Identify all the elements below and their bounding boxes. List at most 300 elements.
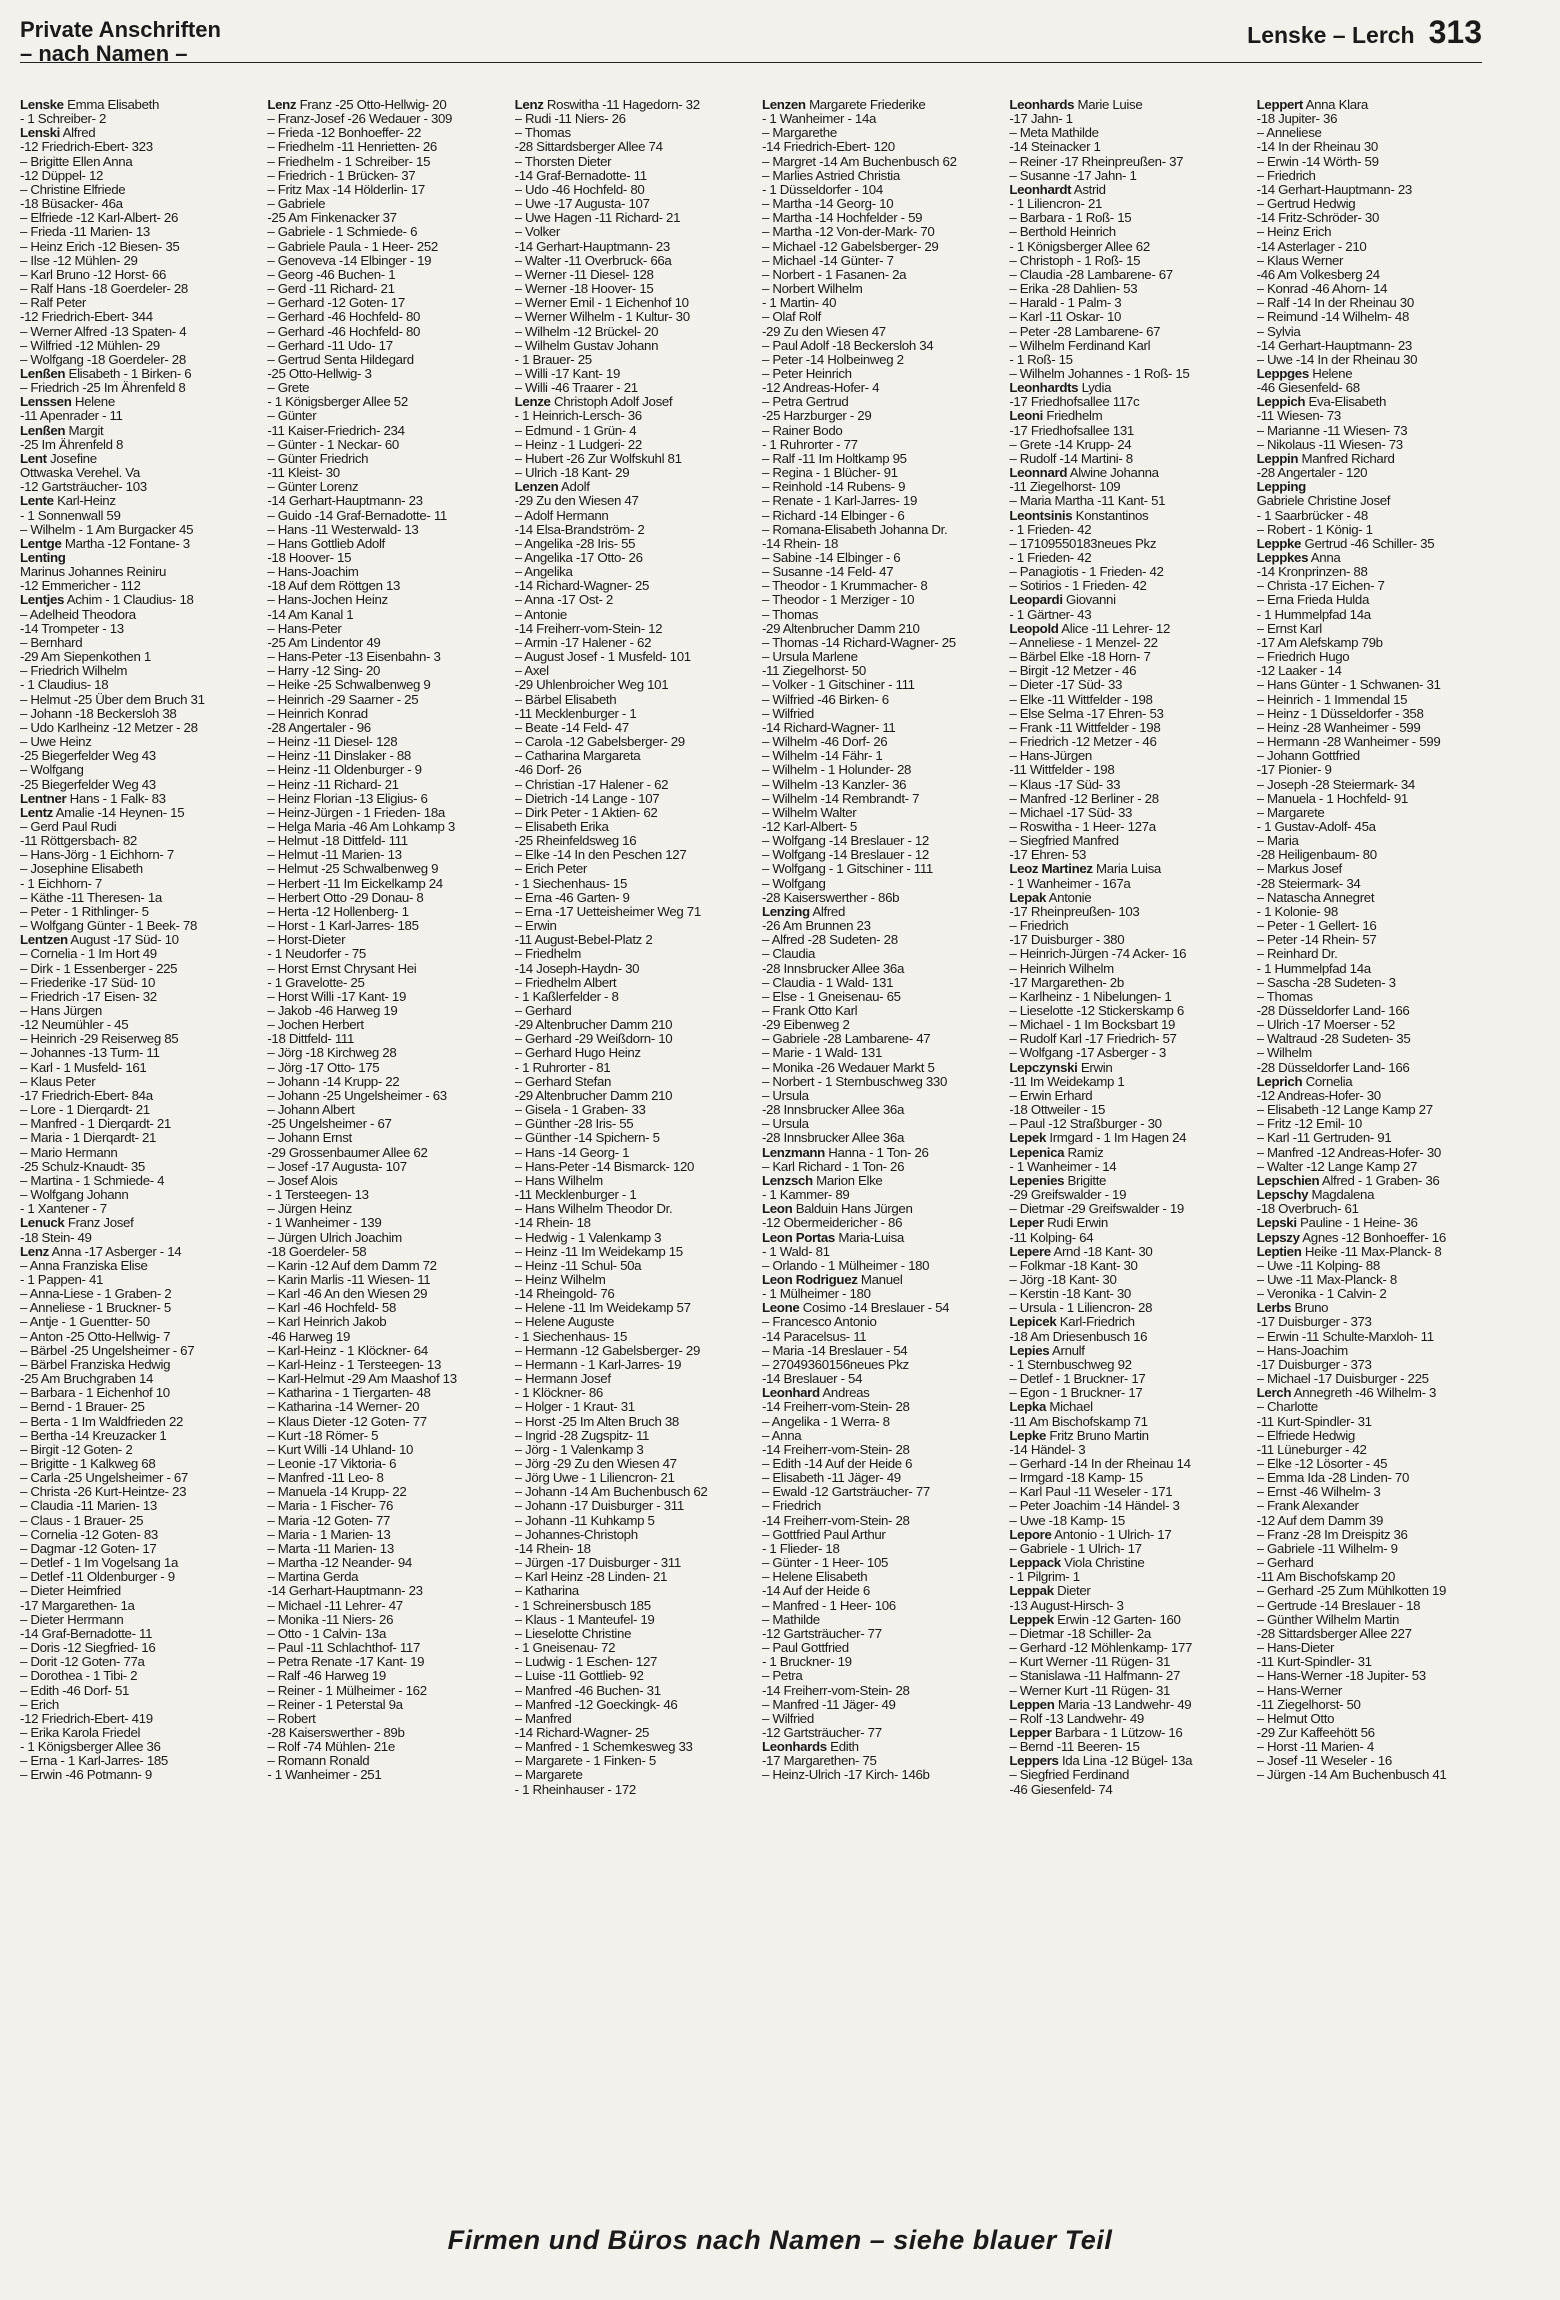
entry-line [20,1542,263,1556]
entry-text: – Carla -25 Ungelsheimer - 67 [20,1471,188,1486]
entry-line [1009,480,1252,494]
entry-text: -18 Hoover- 15 [267,551,352,565]
entry-line [267,537,510,551]
entry-line [267,947,510,961]
directory-columns [20,98,1500,2198]
entry-line [1257,891,1500,905]
entry-text: - 1 Hummelpfad 14a [1256,607,1371,622]
entry-line [762,1528,1005,1542]
entry-line [20,1231,263,1245]
entry-text: – Ursula Marlene [761,650,858,665]
entry-text: -14 Auf der Heide 6 [761,1584,870,1599]
entry-text: – Jörg -18 Kirchweg 28 [267,1046,397,1061]
surname: Lentjes [20,593,65,608]
entry-text: – Bertha -14 Kreuzacker 1 [20,1428,167,1443]
entry-text: – Gerhard Stefan [514,1074,612,1089]
entry-text: - 1 Bruckner- 19 [761,1655,852,1670]
entry-text: – Manfred -11 Leo- 8 [267,1471,384,1486]
entry-text: – Käthe -11 Theresen- 1a [20,890,162,905]
entry-line [267,1613,510,1627]
entry-text: - 1 Hummelpfad 14a [1256,961,1371,976]
entry-text: – Hans Wilhelm [514,1173,603,1188]
surname: Lenßen [20,366,66,381]
entry-line [762,1245,1005,1259]
entry-text: -11 Im Weidekamp 1 [1009,1074,1125,1089]
entry-text: Alice -11 Lehrer- 12 [1061,621,1170,636]
entry-line [20,1103,263,1117]
entry-text: – Edmund - 1 Grün- 4 [514,423,637,438]
surname: Lepszy [1256,1230,1300,1245]
entry-text: – Heinz-Ulrich -17 Kirch- 146b [761,1768,930,1783]
entry-line [762,1188,1005,1202]
entry-line [20,155,263,169]
entry-line [1257,1499,1500,1513]
surname: Leopold [1009,621,1059,636]
entry-text: – Erwin -11 Schulte-Marxloh- 11 [1256,1329,1434,1344]
entry-text: Irmgard - 1 Im Hagen 24 [1049,1131,1187,1146]
entry-line [515,1556,758,1570]
entry-text: – Gerhard -46 Hochfeld- 80 [267,310,421,325]
entry-line [515,593,758,607]
entry-line [762,1485,1005,1499]
entry-line [762,140,1005,154]
surname: Lenßen [20,423,66,438]
entry-line [267,1669,510,1683]
entry-line [762,225,1005,239]
entry-line [515,1231,758,1245]
entry-text: – Karin Marlis -11 Wiesen- 11 [267,1272,431,1287]
entry-text: - 1 Wanheimer - 251 [267,1768,382,1783]
entry-line [267,169,510,183]
entry-text: August -17 Süd- 10 [70,933,179,948]
entry-text: – Jochen Herbert [267,1018,364,1033]
entry-line [20,1004,263,1018]
entry-line [762,622,1005,636]
entry-line [1009,1075,1252,1089]
entry-line [1257,1089,1500,1103]
entry-text: – Karl-Heinz - 1 Klöckner- 64 [267,1343,428,1358]
entry-line [1257,933,1500,947]
entry-text: – Gabriele Paula - 1 Heer- 252 [267,239,438,254]
entry-line [267,1386,510,1400]
entry-line [20,197,263,211]
surname-entry [515,395,758,409]
entry-line [20,1584,263,1598]
entry-text: – Heinrich Wilhelm [1009,961,1114,976]
directory-column [20,98,263,2198]
entry-text: -14 Gerhart-Hauptmann- 23 [514,239,670,254]
entry-text: – Hermann Josef [514,1372,611,1387]
entry-line [1257,1556,1500,1570]
entry-text: Maria Luisa [1096,862,1161,877]
directory-column [762,98,1005,2198]
entry-text: – Helmut -25 Über dem Bruch 31 [20,692,205,707]
entry-text: – Ulrich -17 Moerser - 52 [1256,1018,1395,1033]
surname-entry [20,792,263,806]
entry-line [1009,1160,1252,1174]
entry-text: Balduin Hans Jürgen [795,1202,913,1217]
entry-text: – Wolfgang Johann [20,1188,129,1203]
entry-line [1009,1415,1252,1429]
entry-text: – Friedrich [1256,168,1316,183]
entry-line [267,806,510,820]
entry-text: – Hans Jürgen [20,1004,102,1018]
entry-line [515,1400,758,1414]
surname: Leper [1009,1216,1044,1231]
entry-line [1009,650,1252,664]
surname-entry [515,480,758,494]
entry-line [515,1330,758,1344]
entry-text: Lydia [1081,381,1112,396]
entry-line [1257,254,1500,268]
entry-line [515,707,758,721]
entry-line [1257,1613,1500,1627]
entry-line [1257,1584,1500,1598]
entry-text: -46 Giesenfeld- 74 [1009,1782,1113,1797]
entry-line [515,1499,758,1513]
entry-text: -12 Gartsträucher- 77 [761,1626,882,1641]
entry-text: – Friedrich [761,1499,821,1514]
entry-line [762,211,1005,225]
entry-line [515,438,758,452]
entry-line [20,891,263,905]
entry-line [515,1712,758,1726]
entry-text: – Werner -11 Diesel- 128 [514,267,654,282]
entry-text: – Detlef - 1 Bruckner- 17 [1009,1372,1146,1387]
entry-line [1009,211,1252,225]
entry-line [20,1528,263,1542]
entry-text: – Bärbel -25 Ungelsheimer - 67 [20,1343,195,1358]
surname-entry [762,1202,1005,1216]
surname-entry [1009,891,1252,905]
entry-text: – Frank Otto Karl [761,1004,858,1018]
entry-text: – Guido -14 Graf-Bernadotte- 11 [267,508,447,523]
entry-text: -29 Greifswalder - 19 [1009,1188,1127,1203]
entry-line [20,905,263,919]
entry-line [267,140,510,154]
entry-text: – Georg -46 Buchen- 1 [267,267,396,282]
entry-line [1257,155,1500,169]
entry-line [515,1287,758,1301]
entry-line [267,877,510,891]
entry-text: – Heinrich Konrad [267,706,368,721]
entry-text: - 1 Wanheimer - 14 [1009,1159,1117,1174]
entry-text: -14 Paracelsus- 11 [761,1329,867,1344]
surname-entry [762,1174,1005,1188]
entry-text: – Erwin -46 Potmann- 9 [20,1768,152,1783]
surname-entry [1257,480,1500,494]
entry-line [20,1089,263,1103]
entry-text: - 1 Düsseldorfer - 104 [761,182,883,197]
entry-text: – Klaus Peter [20,1074,96,1089]
entry-text: – Dirk Peter - 1 Aktien- 62 [514,805,658,820]
entry-line [267,211,510,225]
entry-line [515,1004,758,1018]
entry-text: Helene [1312,366,1353,381]
entry-text: – Friederike -17 Süd- 10 [20,975,155,990]
entry-text: – Panagiotis - 1 Frieden- 42 [1009,565,1164,580]
entry-line [762,1627,1005,1641]
surname: Lentzen [20,933,68,948]
entry-text: – Franz -28 Im Dreispitz 36 [1256,1527,1408,1542]
entry-text: – Thomas [761,607,819,622]
entry-text: – Roswitha - 1 Heer- 127a [1009,819,1156,834]
entry-line [1257,778,1500,792]
entry-text: – Anna Franziska Elise [20,1258,148,1273]
entry-line [515,1584,758,1598]
entry-text: - 1 Ruhrorter - 77 [761,437,858,452]
entry-line [1257,1429,1500,1443]
page-header [20,14,1482,66]
entry-text: – Johann -14 Krupp- 22 [267,1074,400,1089]
entry-line [20,1471,263,1485]
entry-line [762,1075,1005,1089]
entry-text: -14 Rhein- 18 [514,1541,591,1556]
entry-text: – Gerhard -46 Hochfeld- 80 [267,324,421,339]
entry-text: - 1 Rheinhauser - 172 [514,1782,636,1797]
entry-line [1257,565,1500,579]
entry-text: -17 Margarethen- 2b [1009,975,1124,990]
entry-line [267,1301,510,1315]
surname-entry [1257,452,1500,466]
entry-text: – Walter -11 Overbruck- 66a [514,253,672,268]
entry-text: – Gertrude -14 Breslauer - 18 [1256,1598,1421,1613]
entry-line [515,1358,758,1372]
surname-entry [515,98,758,112]
entry-text: - 1 Gärtner- 43 [1009,607,1092,622]
entry-text: – Karl Heinrich Jakob [267,1315,387,1330]
entry-line [515,693,758,707]
entry-text: – Gabriele -11 Wilhelm- 9 [1256,1541,1398,1556]
entry-line [20,1684,263,1698]
directory-column [1257,98,1500,2198]
entry-line [515,1146,758,1160]
entry-text: - 1 Roß- 15 [1009,352,1073,367]
entry-text: – Franz-Josef -26 Wedauer - 309 [267,112,453,127]
entry-text: – Horst - 1 Karl-Jarres- 185 [267,919,419,934]
entry-text: – Rainer Bodo [761,423,843,438]
entry-text: – Ursula [761,1088,809,1103]
entry-line [267,438,510,452]
surname: Leonhardts [1009,381,1079,396]
entry-line [1009,693,1252,707]
entry-line [515,933,758,947]
entry-text: – Michael -14 Günter- 7 [761,253,894,268]
entry-text: Cosimo -14 Breslauer - 54 [802,1301,950,1316]
entry-text: -14 Freiherr-vom-Stein- 12 [514,621,663,636]
entry-text: – Norbert - 1 Fasanen- 2a [761,267,907,282]
entry-line [762,792,1005,806]
entry-text: Annegreth -46 Wilhelm- 3 [1293,1386,1437,1401]
entry-line [20,353,263,367]
entry-text: – Adolf Hermann [514,508,609,523]
entry-text: – Friedrich - 1 Brücken- 37 [267,168,416,183]
entry-text: – Wilfried -46 Birken- 6 [761,692,889,707]
entry-line [267,1471,510,1485]
entry-text: – Klaus - 1 Manteufel- 19 [514,1612,655,1627]
entry-line [1257,1754,1500,1768]
entry-text: – Walter -12 Lange Kamp 27 [1256,1159,1418,1174]
entry-text: – Manuela - 1 Hochfeld- 91 [1256,791,1408,806]
surname: Leppek [1009,1612,1054,1627]
entry-line [20,1712,263,1726]
entry-line [515,1018,758,1032]
entry-line [1257,749,1500,763]
entry-text: – Romann Ronald [267,1754,370,1769]
entry-text: – Friedrich Hugo [1256,650,1350,665]
surname-entry [762,905,1005,919]
entry-text: – Ludwig - 1 Eschen- 127 [514,1655,658,1670]
entry-line [267,1216,510,1230]
entry-text: – Manfred -12 Goeckingk- 46 [514,1697,678,1712]
entry-text: – Dorit -12 Goten- 77a [20,1655,145,1670]
entry-line [1257,990,1500,1004]
surname: Lenssen [20,395,72,410]
entry-line [20,1131,263,1145]
entry-text: – Angelika [514,565,573,580]
entry-text: - 1 Eichhorn- 7 [20,876,102,891]
surname-entry [1257,1174,1500,1188]
entry-text: – Wilhelm -12 Brückel- 20 [514,324,659,339]
entry-text: – Jörg -18 Kant- 30 [1009,1272,1117,1287]
entry-text: – Elisabeth -11 Jäger- 49 [761,1471,901,1486]
entry-text: – Erna Frieda Hulda [1256,593,1369,608]
entry-line [267,1429,510,1443]
entry-text: – Joseph -28 Steiermark- 34 [1256,777,1415,792]
entry-line [515,225,758,239]
surname: Leonnard [1009,466,1068,481]
entry-line [1009,792,1252,806]
entry-line [20,990,263,1004]
entry-text: – Dietmar -18 Schiller- 2a [1009,1626,1151,1641]
entry-line [762,183,1005,197]
entry-text: – Brigitte - 1 Kalkweg 68 [20,1457,156,1471]
entry-line [267,310,510,324]
entry-text: – Horst Willi -17 Kant- 19 [267,989,407,1004]
entry-line [267,1315,510,1329]
entry-line [267,976,510,990]
entry-text: -14 Kronprinzen- 88 [1256,565,1368,580]
entry-line [762,1429,1005,1443]
entry-line [515,339,758,353]
entry-text: -14 Friedrich-Ebert- 120 [761,140,895,155]
entry-line [1257,1641,1500,1655]
entry-text: - 1 Königsberger Allee 36 [20,1740,161,1755]
entry-text: – Michael -17 Duisburger - 225 [1256,1372,1429,1387]
entry-line [1257,310,1500,324]
surname-entry [20,1216,263,1230]
entry-line [20,112,263,126]
entry-line [20,778,263,792]
entry-text: – Axel [514,664,549,679]
entry-line [1257,523,1500,537]
entry-text: – Bernd -11 Beeren- 15 [1009,1740,1140,1755]
entry-text: – Jörg -29 Zu den Wiesen 47 [514,1457,677,1471]
entry-text: – Michael -17 Süd- 33 [1009,805,1133,820]
entry-text: – Günther -28 Iris- 55 [514,1117,634,1132]
entry-line [1257,1061,1500,1075]
entry-line [515,636,758,650]
entry-line [20,636,263,650]
entry-line [267,1400,510,1414]
entry-text: - 1 Heinrich-Lersch- 36 [514,409,642,424]
entry-text: – Gottfried Paul Arthur [761,1527,886,1542]
surname-entry [762,1740,1005,1754]
entry-text: - 1 Flieder- 18 [761,1541,840,1556]
entry-line [267,1089,510,1103]
entry-text: -25 Rheinfeldsweg 16 [514,834,637,849]
entry-line [762,452,1005,466]
entry-text: – Orlando - 1 Mülheimer - 180 [761,1258,930,1273]
entry-line [515,409,758,423]
entry-line [762,1103,1005,1117]
entry-text: - 1 Königsberger Allee 52 [267,395,408,410]
entry-text: Arnd -18 Kant- 30 [1053,1244,1153,1259]
entry-text: – Karl Richard - 1 Ton- 26 [761,1159,905,1174]
entry-text: – Erwin Erhard [1009,1088,1093,1103]
entry-text: – Alfred -28 Sudeten- 28 [761,933,898,948]
entry-text: – Manfred -12 Berliner - 28 [1009,791,1159,806]
surname-entry [1257,1188,1500,1202]
entry-text: – Jürgen -17 Duisburger - 311 [514,1556,681,1571]
surname: Lepenica [1009,1145,1065,1160]
entry-line [267,608,510,622]
entry-line [267,1075,510,1089]
entry-line [20,1046,263,1060]
entry-line [515,1202,758,1216]
entry-text: – Lieselotte Christine [514,1626,632,1641]
entry-line [1009,636,1252,650]
entry-line [20,1698,263,1712]
entry-text: – Anton -25 Otto-Hellwig- 7 [20,1329,171,1344]
entry-line [515,523,758,537]
entry-line [267,1641,510,1655]
entry-line [20,1599,263,1613]
entry-text: Karl-Friedrich [1059,1315,1135,1330]
entry-line [267,1443,510,1457]
entry-text: -14 Richard-Wagner- 25 [514,1725,650,1740]
entry-text: Antonio - 1 Ulrich- 17 [1054,1527,1172,1542]
entry-line [762,933,1005,947]
entry-line [515,537,758,551]
entry-line [1009,169,1252,183]
entry-text: – Johann Ernst [267,1131,352,1146]
entry-text: – Martha -14 Georg- 10 [761,197,894,212]
entry-text: – Anna [761,1428,802,1443]
entry-text: – Detlef -11 Oldenburger - 9 [20,1570,175,1585]
entry-line [515,1273,758,1287]
entry-text: – Willi -17 Kant- 19 [514,366,620,381]
surname: Leon [761,1202,793,1217]
entry-text: – Gerhard -29 Weißdorn- 10 [514,1032,673,1047]
entry-text: -25 Biegerfelder Weg 43 [20,777,156,792]
entry-text: – Doris -12 Siegfried- 16 [20,1641,156,1656]
surname-entry [1257,1301,1500,1315]
surname: Lenski [20,126,61,141]
entry-line [20,225,263,239]
entry-line [1257,1259,1500,1273]
entry-text: -28 Angertaler - 96 [267,720,371,735]
entry-text: – Michael -11 Lehrer- 47 [267,1598,403,1613]
entry-line [515,947,758,961]
entry-line [762,862,1005,876]
entry-text: – Wilhelm -13 Kanzler- 36 [761,777,907,792]
entry-text: – Dieter -17 Süd- 33 [1009,678,1123,693]
entry-line [20,1443,263,1457]
entry-line [1009,1386,1252,1400]
entry-line [20,1301,263,1315]
entry-text: – Manfred - 1 Heer- 106 [761,1598,896,1613]
